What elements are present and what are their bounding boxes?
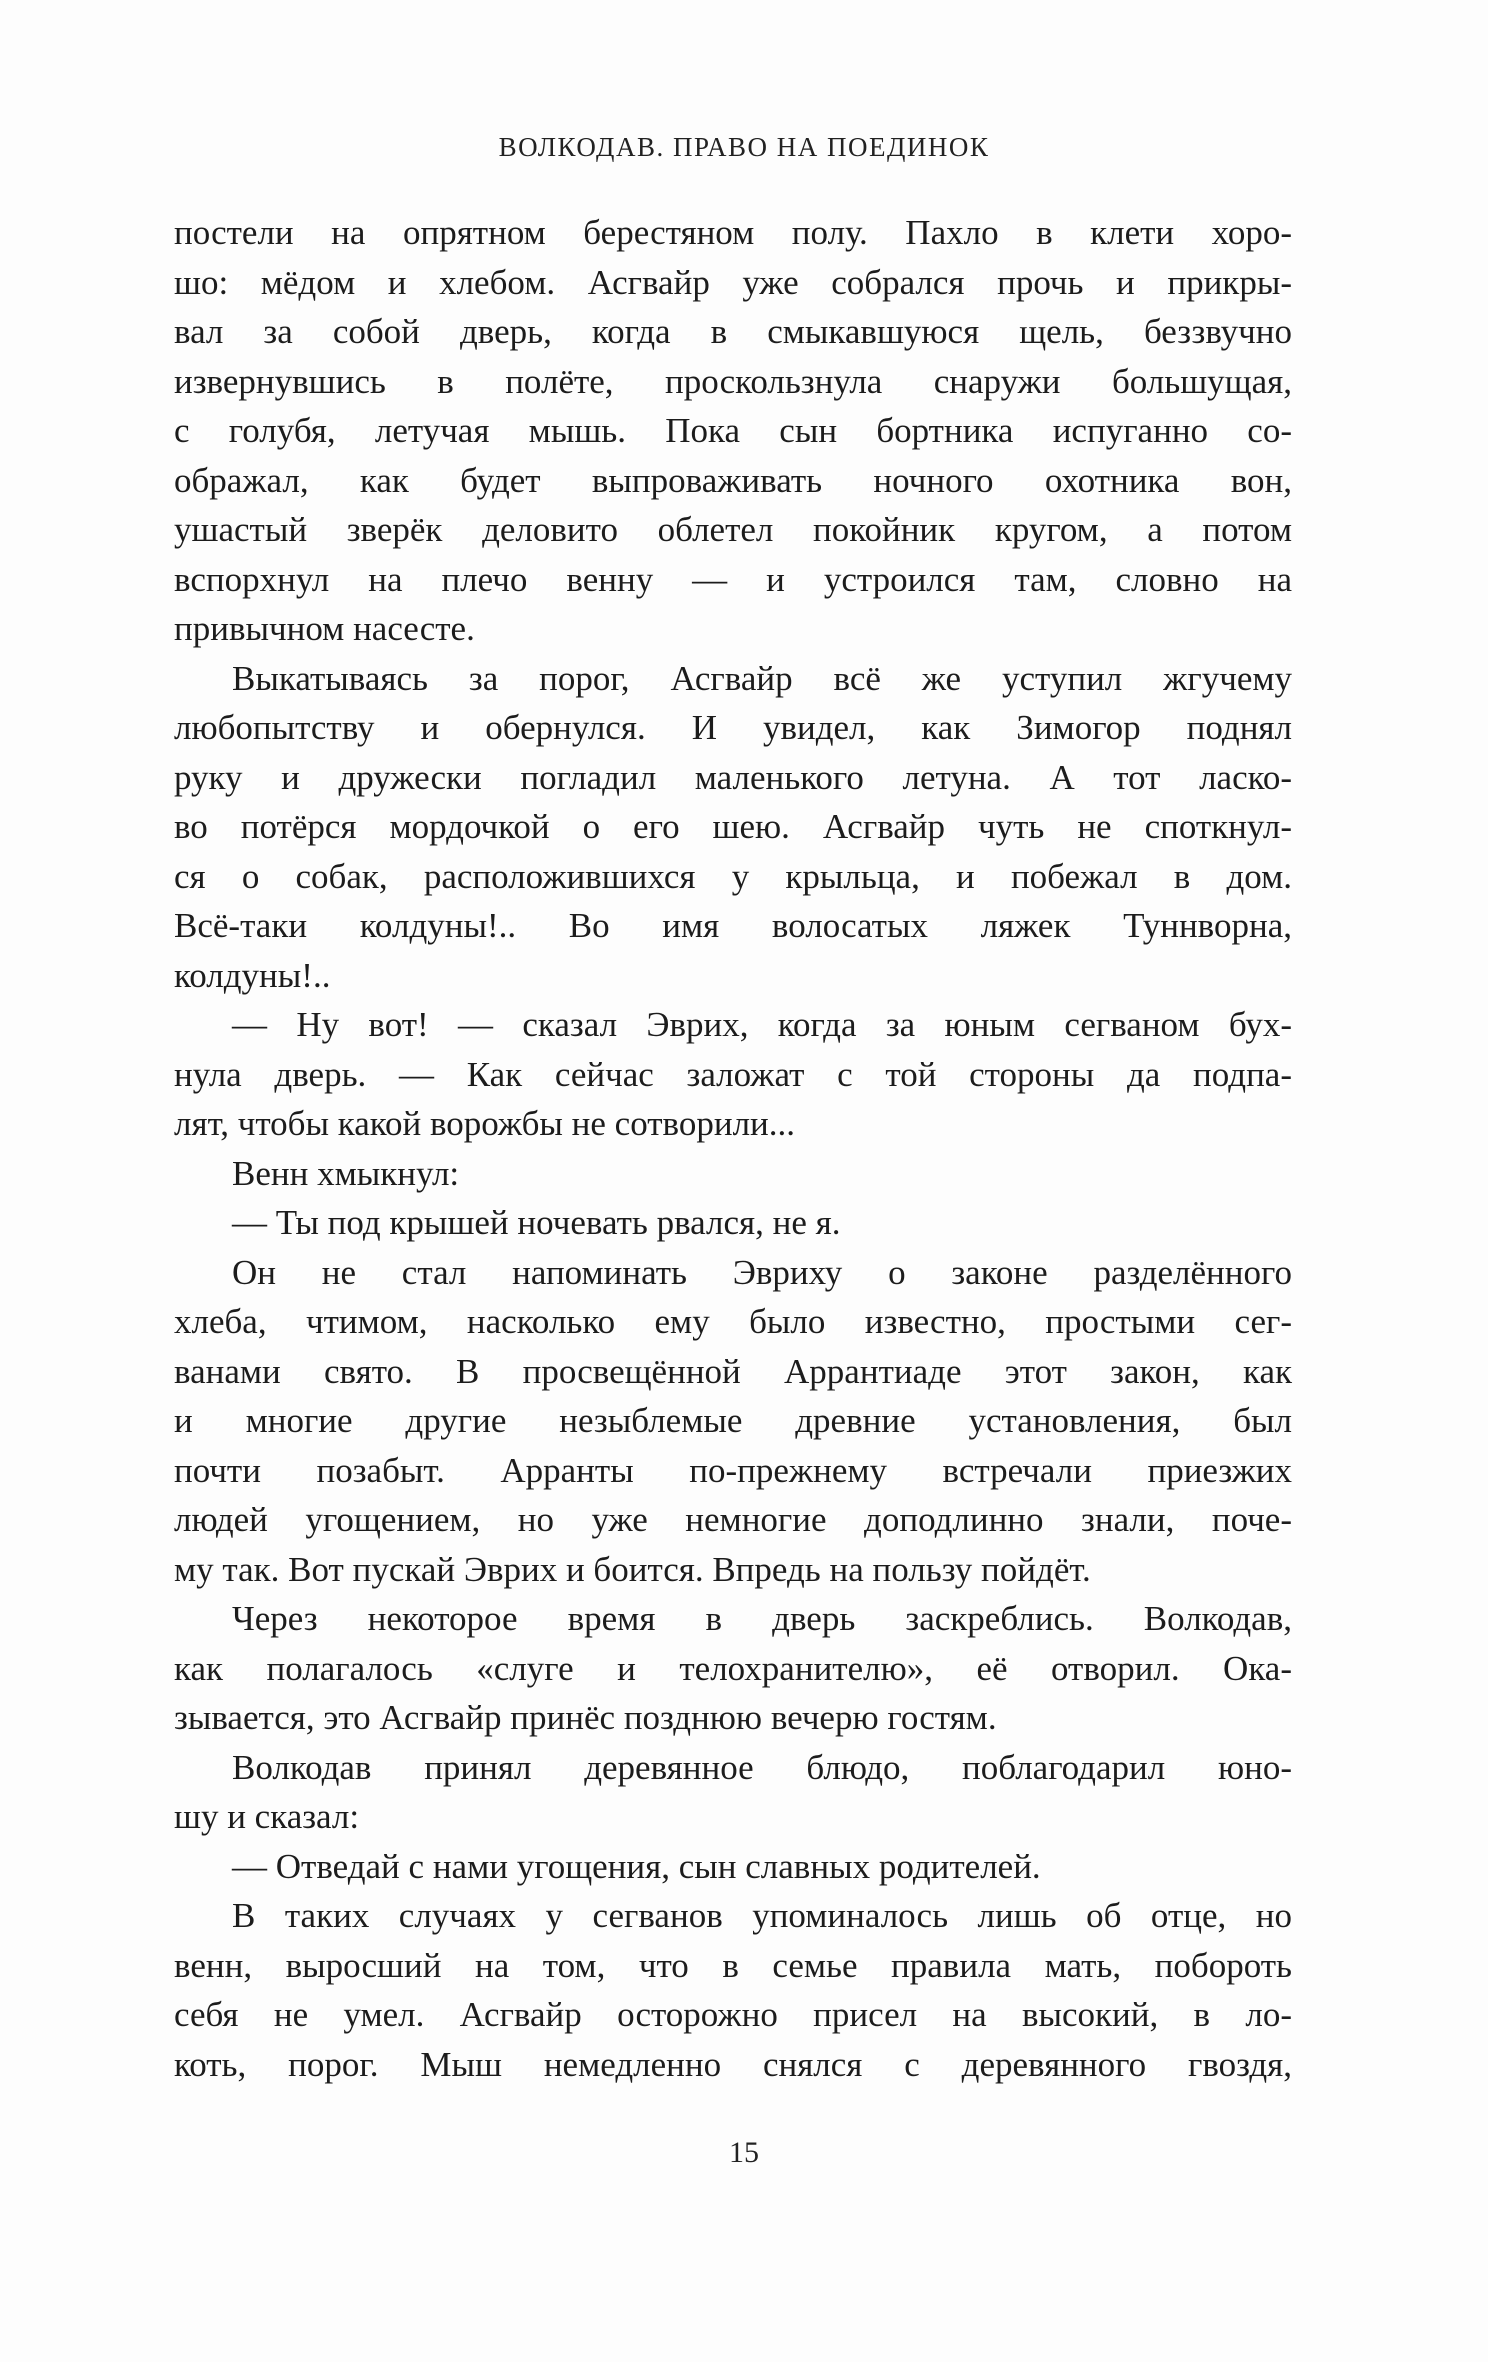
page-number: 15 [729,2136,759,2169]
text-line: — Ты под крышей ночевать рвался, не я. [232,1203,841,1242]
text-line: Он не стал напоминать Эвриху о законе разделённого [232,1252,1292,1292]
text-line: руку и дружески погладил маленького летуна. А тот ласко- [174,757,1292,797]
text-line: ванами свято. В просвещённой Аррантиаде этот закон, как [174,1351,1292,1391]
text-line: колдуны!.. [174,955,331,995]
text-line: нула дверь. — Как сейчас заложат с той стороны да подпа- [174,1054,1292,1094]
text-line: Через некоторое время в дверь заскреблись. Волкодав, [232,1599,1292,1638]
text-line: хлеба, чтимом, насколько ему было известно, простыми сег- [174,1302,1292,1341]
text-line: коть, порог. Мыш немедленно снялся с деревянного гвоздя, [174,2044,1292,2084]
text-line: Венн хмыкнул: [232,1153,460,1193]
text-line: Выкатываясь за порог, Асгвайр всё же уступил жгучему [232,658,1292,698]
text-line: му так. Вот пускай Эврих и боится. Впредь на пользу пойдёт. [174,1549,1091,1589]
text-line: вал за собой дверь, когда в смыкавшуюся щель, беззвучно [174,312,1292,351]
text-line: шу и сказал: [174,1797,360,1836]
text-line: людей угощением, но уже немногие доподлинно знали, поче- [174,1500,1292,1539]
text-line: вспорхнул на плечо венну — и устроился там, словно на [174,559,1292,599]
text-line: постели на опрятном берестяном полу. Пахло в клети хоро- [174,213,1292,252]
running-head: ВОЛКОДАВ. ПРАВО НА ПОЕДИНОК [498,132,990,162]
body-text [174,208,1292,2089]
text-line: во потёрся мордочкой о его шею. Асгвайр чуть не споткнул- [174,807,1292,846]
text-line: венн, выросший на том, что в семье правила мать, побороть [174,1945,1292,1985]
text-line: — Отведай с нами угощения, сын славных родителей. [232,1846,1041,1886]
text-line: и многие другие незыблемые древние установления, был [174,1401,1292,1440]
text-line: Всё-таки колдуны!.. Во имя волосатых ляжек Туннворна, [174,906,1292,945]
text-line: — Ну вот! — сказал Эврих, когда за юным сегваном бух- [232,1005,1292,1044]
text-line: ображал, как будет выпроваживать ночного охотника вон, [174,460,1292,500]
text-line: с голубя, летучая мышь. Пока сын бортника испуганно со- [174,411,1292,450]
text-line: привычном насесте. [174,609,475,648]
text-line: шо: мёдом и хлебом. Асгвайр уже собрался прочь и прикры- [174,262,1292,302]
text-line: любопытству и обернулся. И увидел, как Зимогор поднял [174,708,1292,747]
text-line: ся о собак, расположившихся у крыльца, и побежал в дом. [174,856,1292,896]
text-line: как полагалось «слуге и телохранителю», её отворил. Ока- [174,1648,1292,1688]
text-line: извернувшись в полёте, проскользнула снаружи большущая, [174,361,1292,401]
text-line: себя не умел. Асгвайр осторожно присел на высокий, в ло- [174,1995,1292,2034]
text-line: В таких случаях у сегванов упоминалось лишь об отце, но [232,1896,1292,1935]
text-line: ушастый зверёк деловито облетел покойник кругом, а потом [174,510,1292,549]
text-line: почти позабыт. Арранты по-прежнему встречали приезжих [174,1450,1292,1490]
text-line: лят, чтобы какой ворожбы не сотворили... [174,1104,796,1143]
text-line: Волкодав принял деревянное блюдо, поблагодарил юно- [232,1747,1292,1787]
text-line: зывается, это Асгвайр принёс позднюю вечерю гостям. [174,1698,997,1737]
